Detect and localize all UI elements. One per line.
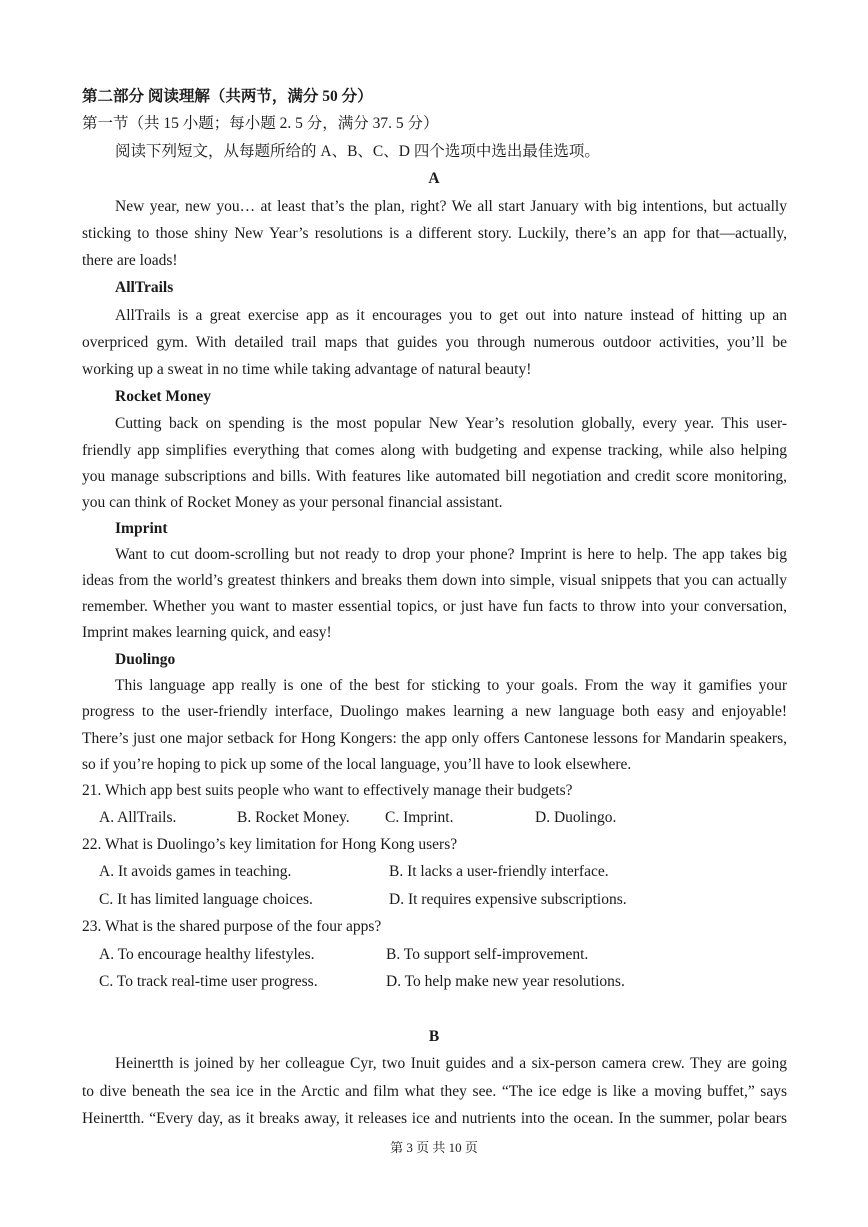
rocket-money-line: friendly app simplifies everything that comes along with budgeting and expense tracking, while also helping [82,442,787,459]
q22-option-d[interactable]: D. It requires expensive subscriptions. [389,891,627,908]
imprint-line: Imprint makes learning quick, and easy! [82,624,332,641]
q22-option-c[interactable]: C. It has limited language choices. [99,891,313,908]
passage-a-intro-line: sticking to those shiny New Year’s resolutions is a different story. Luckily, there’s an app for that—actually, [82,225,787,242]
passage-a-label: A [428,170,440,187]
passage-a-intro-line: New year, new you… at least that’s the plan, right? We all start January with big intentions, but actually [115,198,787,215]
passage-b-line: Heinertth. “Every day, as it breaks away, it releases ice and nutrients into the ocean. In the summer, polar bears [82,1110,787,1127]
passage-a-intro-line: there are loads! [82,252,178,269]
q23-option-c[interactable]: C. To track real-time user progress. [99,973,318,990]
instruction: 阅读下列短文，从每题所给的 A、B、C、D 四个选项中选出最佳选项。 [115,143,600,160]
rocket-money-line: you can think of Rocket Money as your personal financial assistant. [82,494,503,511]
question-22-stem: 22. What is Duolingo’s key limitation for Hong Kong users? [82,836,458,853]
app-heading-duolingo: Duolingo [115,651,176,668]
question-23-stem: 23. What is the shared purpose of the four apps? [82,918,382,935]
q22-option-a[interactable]: A. It avoids games in teaching. [99,863,292,880]
question-21-stem: 21. Which app best suits people who want to effectively manage their budgets? [82,782,573,799]
duolingo-line: so if you’re hoping to pick up some of the local language, you’ll have to look elsewhere. [82,756,632,773]
q21-option-d[interactable]: D. Duolingo. [535,809,617,826]
passage-b-line: to dive beneath the sea ice in the Arctic and film what they see. “The ice edge is like a moving buffet,” says [82,1083,787,1100]
app-heading-rocket-money: Rocket Money [115,388,211,405]
q23-option-d[interactable]: D. To help make new year resolutions. [386,973,625,990]
rocket-money-line: you manage subscriptions and bills. With features like automated bill negotiation and credit score monitoring, [82,468,787,485]
section-title: 第一节（共 15 小题；每小题 2. 5 分，满分 37. 5 分） [82,115,439,132]
passage-b-line: Heinertth is joined by her colleague Cyr, two Inuit guides and a six-person camera crew. They are going [115,1055,787,1072]
q21-option-c[interactable]: C. Imprint. [385,809,454,826]
duolingo-line: progress to the user-friendly interface, Duolingo makes learning a new language both easy and enjoyable! [82,703,787,720]
duolingo-line: This language app really is one of the best for sticking to your goals. From the way it gamifies your [115,677,787,694]
imprint-line: Want to cut doom-scrolling but not ready to drop your phone? Imprint is here to help. The app takes big [115,546,787,563]
q21-option-b[interactable]: B. Rocket Money. [237,809,350,826]
passage-b-label: B [428,1028,440,1045]
part-title: 第二部分 阅读理解（共两节，满分 50 分） [82,88,373,105]
app-heading-alltrails: AllTrails [115,279,174,296]
q23-option-b[interactable]: B. To support self-improvement. [386,946,589,963]
q22-option-b[interactable]: B. It lacks a user-friendly interface. [389,863,609,880]
imprint-line: remember. Whether you want to master essential topics, or just have fun facts to throw into your conversation, [82,598,787,615]
rocket-money-line: Cutting back on spending is the most popular New Year’s resolution globally, every year. This user- [115,415,787,432]
duolingo-line: There’s just one major setback for Hong Kongers: the app only offers Cantonese lessons for Mandarin speakers, [82,730,787,747]
alltrails-line: overpriced gym. With detailed trail maps that guides you through numerous outdoor activities, you’ll be [82,334,787,351]
alltrails-line: AllTrails is a great exercise app as it encourages you to get out into nature instead of hitting up an [115,307,787,324]
app-heading-imprint: Imprint [115,520,168,537]
q21-option-a[interactable]: A. AllTrails. [99,809,177,826]
alltrails-line: working up a sweat in no time while taking advantage of natural beauty! [82,361,532,378]
page-number: 第 3 页 共 10 页 [390,1140,478,1155]
imprint-line: ideas from the world’s greatest thinkers and breaks them down into simple, visual snippets that you can actually [82,572,787,589]
q23-option-a[interactable]: A. To encourage healthy lifestyles. [99,946,315,963]
